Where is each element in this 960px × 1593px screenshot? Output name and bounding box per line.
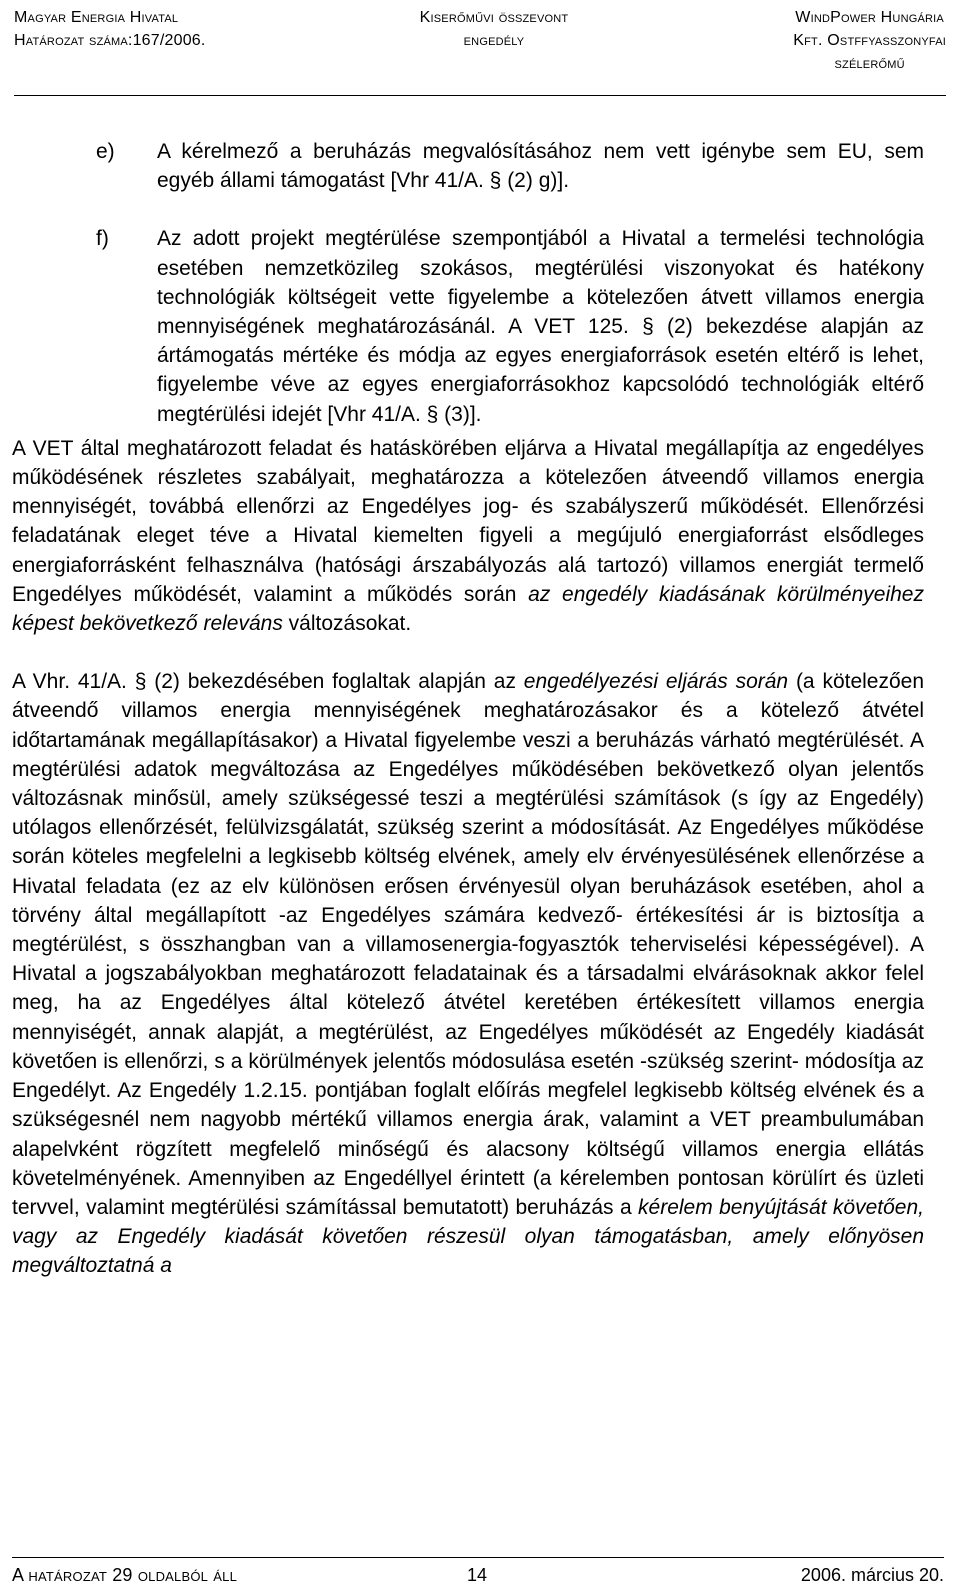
list-item-e [12, 137, 924, 195]
list-item-f [12, 224, 924, 428]
document-body [12, 137, 924, 1281]
licensee-line2: Kft. Ostffyasszonyfai [793, 32, 946, 49]
license-type-line2: engedély [463, 32, 525, 49]
document-date: 2006. március 20. [800, 1565, 944, 1585]
list-item-text: A kérelmező a beruházás megvalósításához nem vett igénybe sem EU, sem egyéb állami támogatást [Vhr 41/A. § (2) g)]. [157, 140, 924, 193]
paragraph-text: A Vhr. 41/A. § (2) bekezdésében foglaltak alapján az [12, 670, 524, 694]
paragraph-payback [12, 667, 924, 1280]
list-item-text: Az adott projekt megtérülése szempontjából a Hivatal a termelési technológia esetében nemzetközileg szokásos, megtérülési viszonyokat és hatékony technológiák költségeit vette figyelembe a kötelezően átvett villamos energia mennyiségének meghatározásánál. A VET 125. § (2) bekezdése alapján az ártámogatás mértéke és módja az egyes energiaforrások esetén eltérő is lehet, figyelembe véve az egyes energiaforrásokhoz kapcsolódó technológiák eltérő megtérülési idejét [Vhr 41/A. § (3)]. [157, 227, 924, 426]
licensee-line3: szélerőmű [834, 55, 905, 72]
header-left [14, 6, 206, 52]
page-count-note: A határozat 29 oldalból áll [12, 1565, 238, 1585]
license-type-line1: Kiserőművi összevont [419, 9, 569, 26]
header-divider [14, 95, 946, 96]
paragraph-text: (a kötelezően átveendő villamos energia mennyiségének meghatározásakor és a kötelező átvétel időtartamának megállapításakor) a Hivatal figyelembe veszi a beruházás várható megtérülését. A megtérülési adatok megváltozása az Engedélyes működésében bekövetkező olyan jelentős változásnak minősül, amely szükségessé teszi a megtérülési számítások (s így az Engedély) utólagos ellenőrzését, felülvizsgálatát, szükség szerint a módosítását. Az Engedélyes működése során köteles megfelelni a legkisebb költség elvének, amely elv érvényesülésének ellenőrzése a Hivatal feladata (ez az elv különösen erősen érvényesül olyan beruházások esetében, ahol a törvény által megállapított -az Engedélyes számára kedvező- értékesítési ár is biztosítja a megtérülést, s összhangban van a villamosenergia-fogyasztók teherviselési képességével). A Hivatal a jogszabályokban meghatározott feladatainak és a társadalmi elvárásoknak akkor felel meg, ha az Engedélyes által kötelező átvétel keretében értékesített villamos energia mennyiségét, annak alapját, a megtérülést, az Engedélyes működését az Engedély kiadását követően is ellenőrzi, s a körülmények jelentős módosulása esetén -szükség szerint- módosítja az Engedélyt. Az Engedély 1.2.15. pontjában foglalt előírás megfelel legkisebb költség elvének és a szükségesnél nem nagyobb mértékű villamos energia árak, valamint a VET preambulumában alapelvként rögzített megfelelő minőségű és alacsony költségű villamos energia ellátás követelményének. Amennyiben az Engedéllyel érintett (a kérelemben pontosan körülírt és üzleti tervvel, valamint megtérülési számítással bemutatott) beruházás a [12, 670, 925, 1219]
paragraph-text: változásokat. [282, 612, 412, 636]
paragraph-italic: kérelem benyújtását követően, vagy az Engedély kiadását követően részesül olyan támogatásban, amely előnyösen megváltoztatná a [12, 1195, 924, 1278]
paragraph-italic: az engedély kiadásának körülményeihez képest bekövetkező releváns [12, 582, 924, 636]
page-header [14, 6, 946, 72]
decision-number: Határozat száma:167/2006. [14, 32, 206, 49]
list-marker: e) [96, 140, 115, 163]
header-right [793, 6, 946, 75]
page-number: 14 [466, 1565, 488, 1585]
paragraph-italic: engedélyezési eljárás során [523, 670, 789, 694]
paragraph-text: A VET által meghatározott feladat és hatáskörében eljárva a Hivatal megállapítja az engedélyes működésének részletes szabályait, meghatározza a kötelezően átveendő villamos energia mennyiségét, továbbá ellenőrzi az Engedélyes jog- és szabályszerű működését. Ellenőrzési feladatának eleget téve a Hivatal kiemelten figyeli a megújuló energiaforrást elsődleges energiaforrásként felhasználva (hatósági árszabályozás alá tartozó) villamos energiát termelő Engedélyes működését, valamint a működés során [12, 436, 924, 606]
paragraph-supervision [12, 434, 924, 638]
header-middle [354, 6, 634, 52]
page-footer [12, 1563, 944, 1589]
licensee-name: WindPower Hungária [795, 9, 944, 26]
authority-name: Magyar Energia Hivatal [14, 9, 179, 26]
footer-divider [12, 1557, 944, 1558]
list-marker: f) [96, 227, 109, 251]
